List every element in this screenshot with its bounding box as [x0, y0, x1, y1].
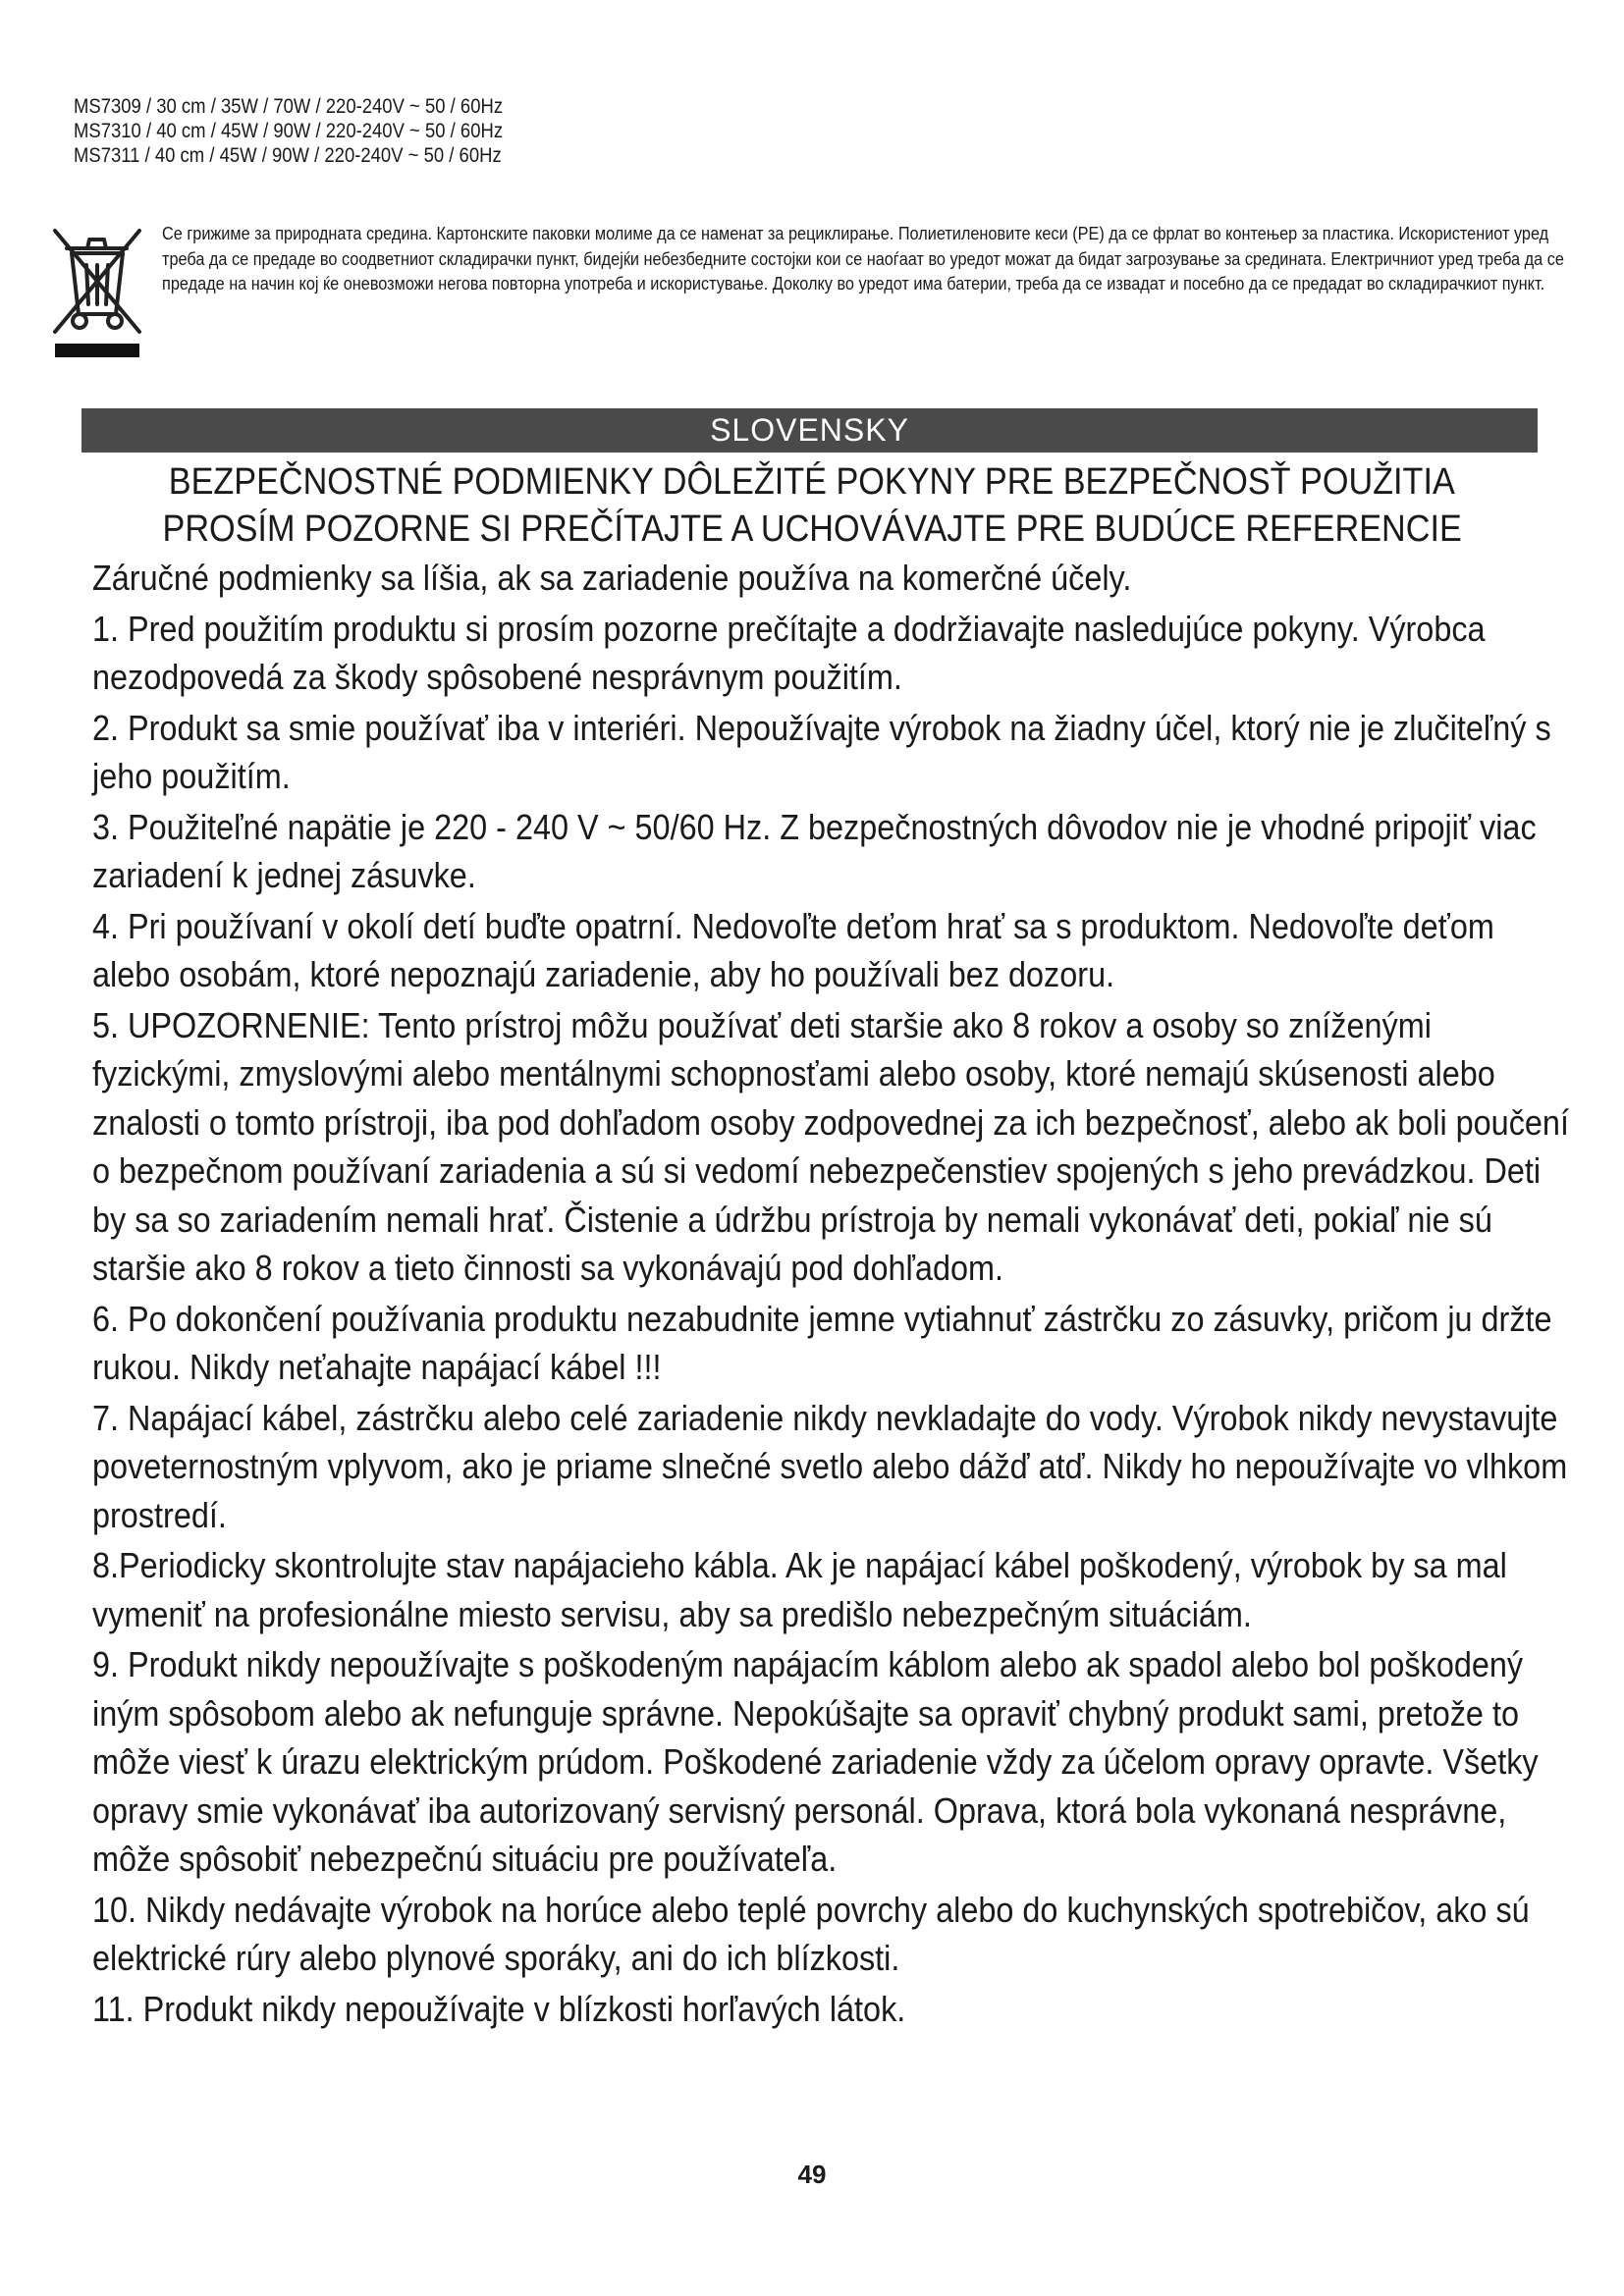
instruction-item: 10. Nikdy nedávajte výrobok na horúce alebo teplé povrchy alebo do kuchynských spotrebičov, ako sú elektrické rúry alebo plynové sporáky, ani do ich blízkosti. — [92, 1889, 1530, 1978]
instruction-item: 3. Použiteľné napätie je 220 - 240 V ~ 50/60 Hz. Z bezpečnostných dôvodov nie je vhodné pripojiť viac zariadení k jednej zásuvke. — [92, 806, 1537, 895]
instruction-item: 8.Periodicky skontrolujte stav napájacieho kábla. Ak je napájací kábel poškodený, výrobok by sa mal vymeniť na profesionálne miesto servisu, aby sa predišlo nebezpečným situáciám. — [92, 1545, 1507, 1634]
instruction-item: 1. Pred použitím produktu si prosím pozorne prečítajte a dodržiavajte nasledujúce pokyny. Výrobca nezodpovedá za škody spôsobené nesprávnym použitím. — [92, 608, 1486, 697]
instruction-item: 6. Po dokončení používania produktu nezabudnite jemne vytiahnuť zástrčku zo zásuvky, pričom ju držte rukou. Nikdy neťahajte napájací kábel !!! — [92, 1298, 1552, 1387]
spec-list — [74, 94, 503, 168]
spec-line: MS7311 / 40 cm / 45W / 90W / 220-240V ~ 50 / 60Hz — [74, 144, 502, 167]
instruction-item: 5. UPOZORNENIE: Tento prístroj môžu používať deti staršie ako 8 rokov a osoby so zníženými fyzickými, zmyslovými alebo mentálnymi schopnosťami alebo osoby, ktoré nemajú skúsenosti alebo znalosti o tomto prístroji, iba pod dohľadom osoby zodpovednej za ich bezpečnosť, alebo ak boli poučení o bezpečnom používaní zariadenia a sú si vedomí nebezpečenstiev spojených s jeho prevádzkou. Deti by sa so zariadením nemali hrať. Čistenie a údržbu prístroja by nemali vykonávať deti, pokiaľ nie sú staršie ako 8 rokov a tieto činnosti sa vykonávajú pod dohľadom. — [92, 1004, 1569, 1288]
page-number: 49 — [797, 2160, 827, 2189]
page-title — [0, 460, 1624, 504]
safety-instructions — [92, 554, 1573, 2035]
warranty-note: Záručné podmienky sa líšia, ak sa zariadenie používa na komerčné účely. — [92, 558, 1132, 598]
instruction-item: 2. Produkt sa smie používať iba v interiéri. Nepoužívajte výrobok na žiadny účel, ktorý nie je zlučiteľný s jeho použitím. — [92, 707, 1551, 796]
instruction-item: 9. Produkt nikdy nepoužívajte s poškodeným napájacím káblom alebo ak spadol alebo bol poškodený iným spôsobom alebo ak nefunguje správne. Nepokúšajte sa opraviť chybný produkt sami, pretože to môže viesť k úrazu elektrickým prúdom. Poškodené zariadenie vždy za účelom opravy opravte. Všetky opravy smie vykonávať iba autorizovaný servisný personál. Oprava, ktorá bola vykonaná nesprávne, môže spôsobiť nebezpečnú situáciu pre používateľa. — [92, 1644, 1539, 1879]
page-subtitle — [0, 507, 1624, 551]
spec-line: MS7310 / 40 cm / 45W / 90W / 220-240V ~ 50 / 60Hz — [74, 120, 504, 142]
language-section-bar: SLOVENSKY — [81, 408, 1538, 453]
instruction-item: 4. Pri používaní v okolí detí buďte opatrní. Nedovoľte deťom hrať sa s produktom. Nedovoľte deťom alebo osobám, ktoré nepoznajú zariadenie, aby ho používali bez dozoru. — [92, 905, 1494, 994]
recycling-notice: Се грижиме за природната средина. Картонските паковки молиме да се наменат за рециклирање. Полиетиленовите кеси (PE) да се фрлат во контењер за пластика. Искористениот уред треба да се предаде во соодветниот складирачки пункт, бидејќи небезбедните состојки кои се наоѓаат во уредот можат да бидат загрозување за средината. Електричниот уред треба да се предаде на начин кој ќе оневозможи негова повторна употреба и искористување. Доколку во уредот има батерии, треба да се извадат и посебно да се предадат во складирачкиот пункт. — [162, 223, 1564, 294]
spec-line: MS7309 / 30 cm / 35W / 70W / 220-240V ~ 50 / 60Hz — [74, 95, 504, 118]
heading-subtitle: PROSÍM POZORNE SI PREČÍTAJTE A UCHOVÁVAJTE PRE BUDÚCE REFERENCIE — [162, 508, 1462, 550]
crossed-out-wheelie-bin-icon — [47, 216, 145, 363]
instruction-item: 11. Produkt nikdy nepoužívajte v blízkosti horľavých látok. — [92, 1988, 906, 2029]
heading-title: BEZPEČNOSTNÉ PODMIENKY DÔLEŽITÉ POKYNY PRE BEZPEČNOSŤ POUŽITIA — [168, 461, 1455, 503]
instruction-item: 7. Napájací kábel, zástrčku alebo celé zariadenie nikdy nevkladajte do vody. Výrobok nikdy nevystavujte poveternostným vplyvom, ako je priame slnečné svetlo alebo dážď atď. Nikdy ho nepoužívajte vo vlhkom prostredí. — [92, 1397, 1568, 1535]
